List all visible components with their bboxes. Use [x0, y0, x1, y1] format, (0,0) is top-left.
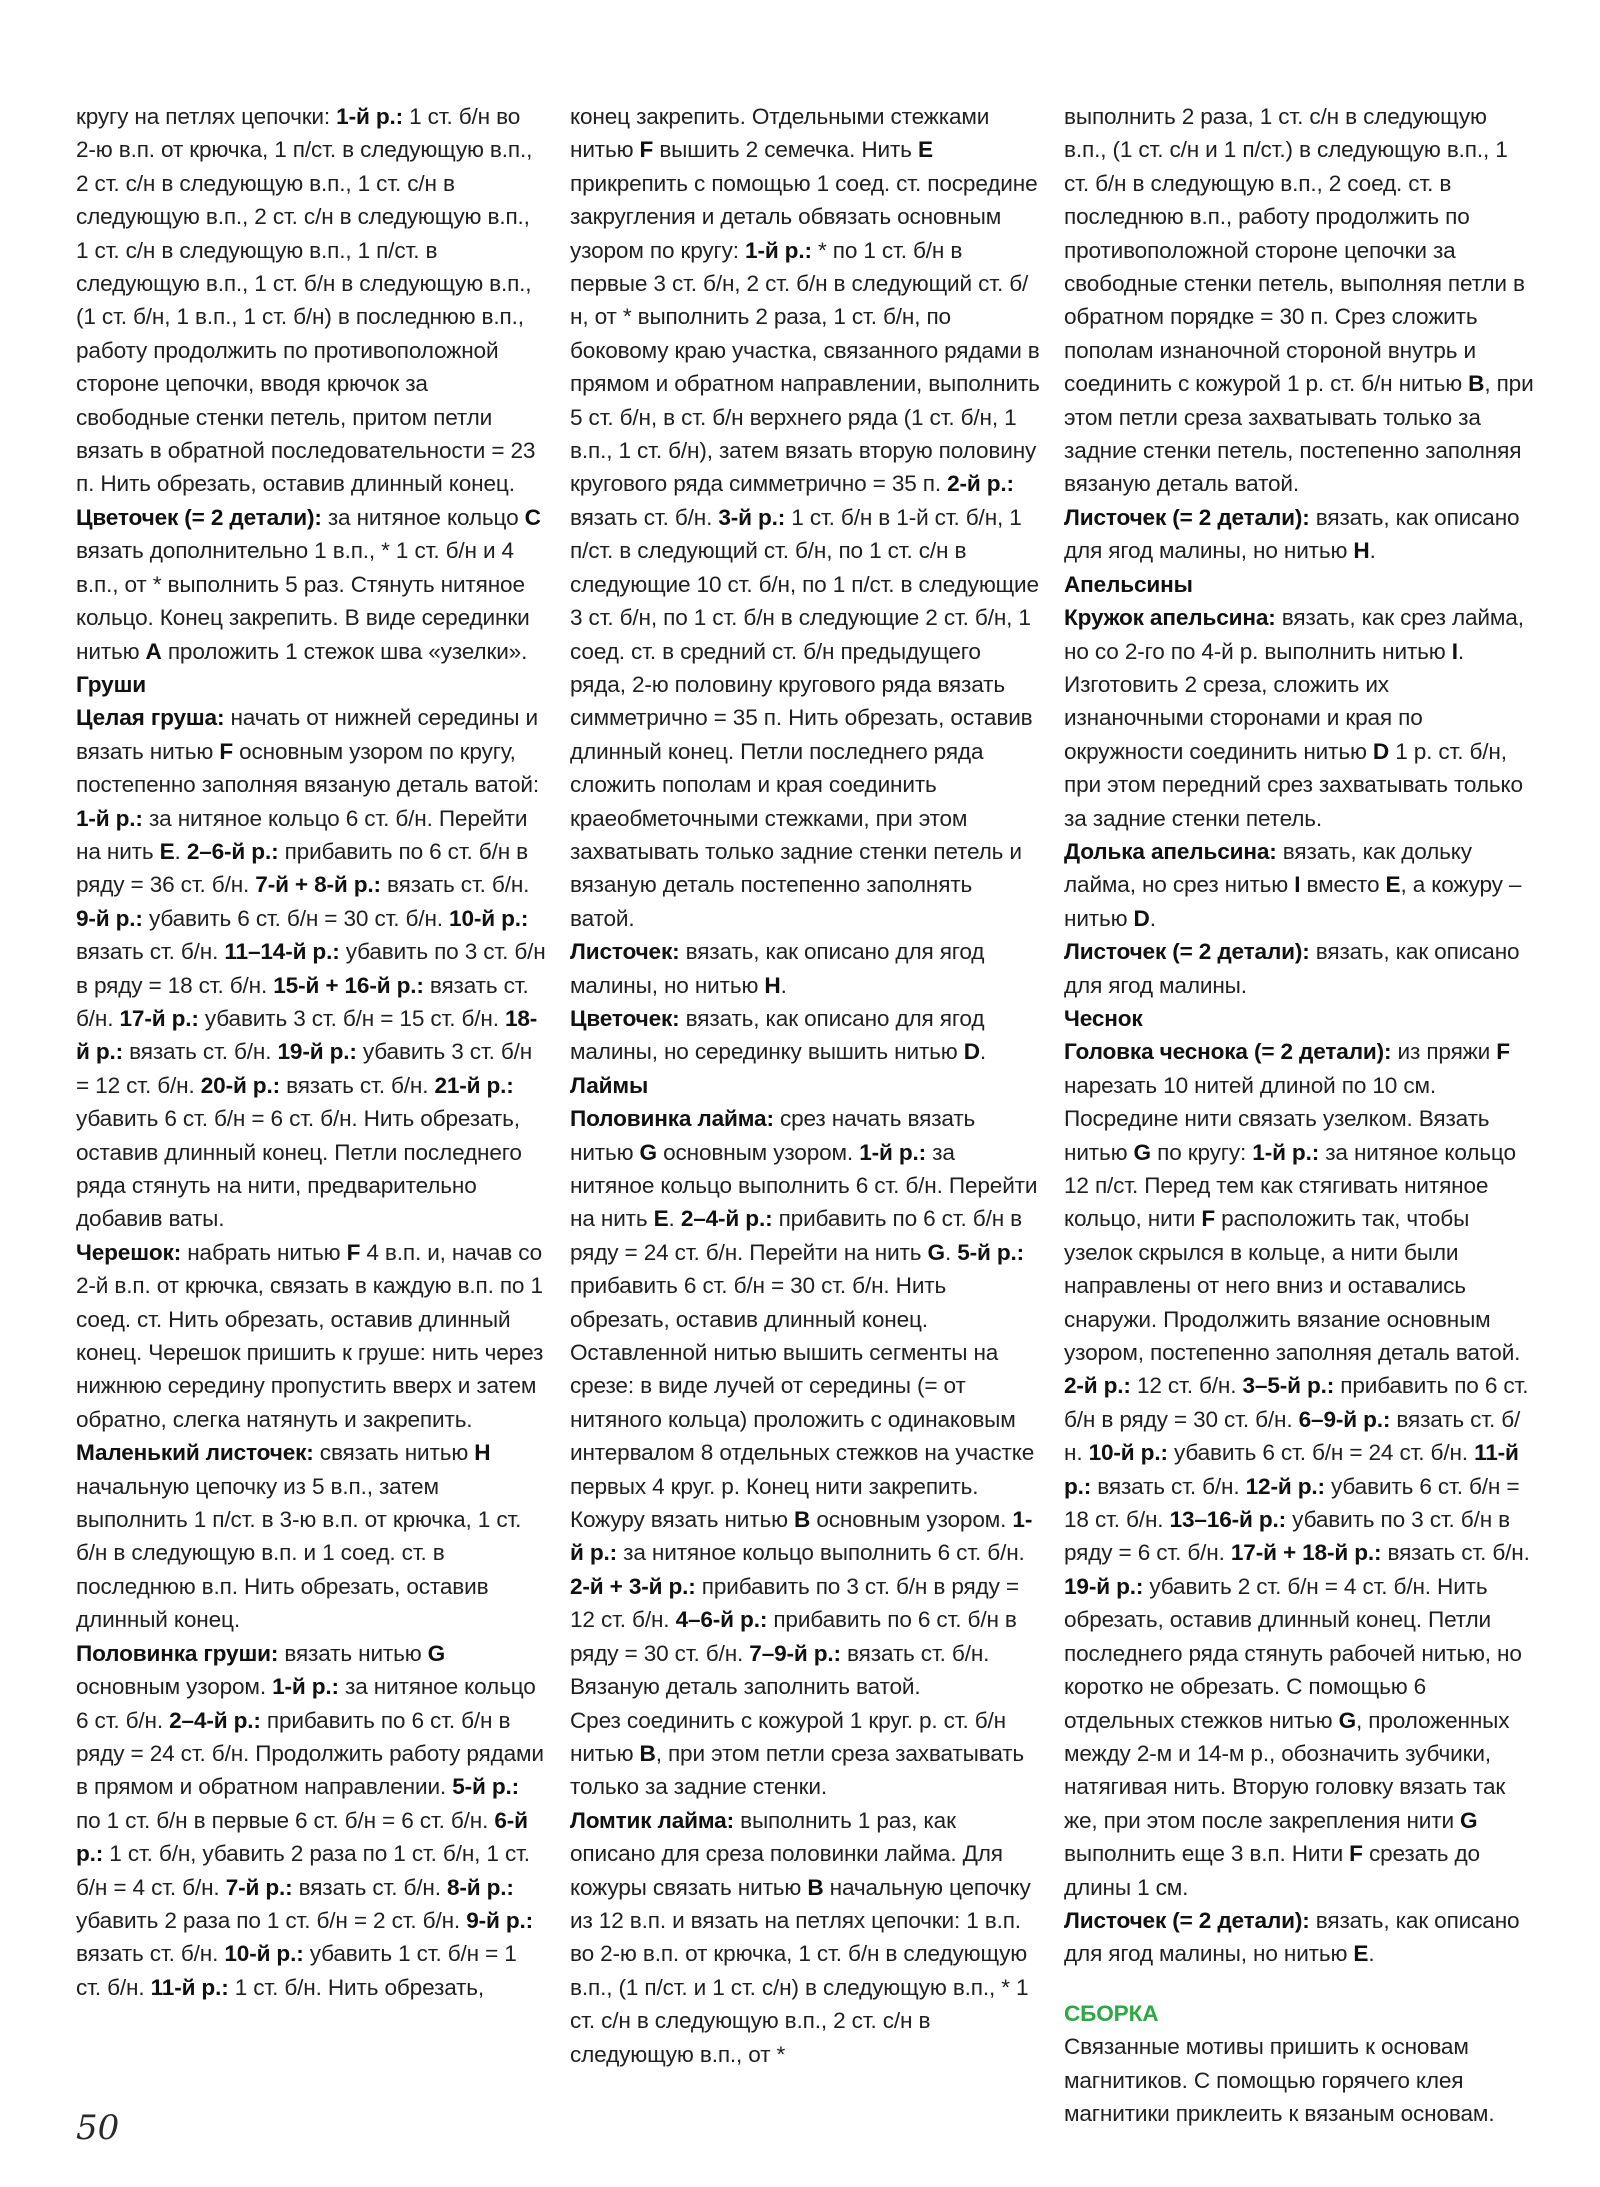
bold-term: F	[219, 738, 233, 764]
bold-term: F	[1201, 1206, 1216, 1232]
bold-term: E	[653, 1206, 669, 1232]
paragraph: Головка чеснока (= 2 детали): из пряжи F нарезать 10 нитей длиной по 10 см. Посредине нити связать узелком. Вязать нитью G по кругу: 1-й р.: за нитяное кольцо 12 п/ст. Перед тем как стягивать нитяное кольцо, нити F расположить так, чтобы узелок скрылся в кольце, а нити были направлены от него вниз и оставались снаружи. Продолжить вязание основным узором, постепенно заполняя деталь ватой. 2-й р.: 12 ст. б/н. 3–5-й р.: прибавить по 6 ст. б/н в ряду = 30 ст. б/н. 6–9-й р.: вязать ст. б/н. 10-й р.: убавить 6 ст. б/н = 24 ст. б/н. 11-й р.: вязать ст. б/н. 12-й р.: убавить 6 ст. б/н = 18 ст. б/н. 13–16-й р.: убавить по 3 ст. б/н в ряду = 6 ст. б/н. 17-й + 18-й р.: вязать ст. б/н. 19-й р.: убавить 2 ст. б/н = 4 ст. б/н. Нить обрезать, оставив длинный конец. Петли последнего ряда стянуть рабочей нитью, но коротко не обрезать. С помощью 6 отдельных стежков нитью G, проложенных между 2-м и 14-м р., обозначить зубчики, натягивая нить. Вторую головку вязать так же, при этом после закрепления нити G выполнить еще 3 в.п. Нити F срезать до длины 1 см.	[1064, 1039, 1530, 1900]
bold-term: Черешок:	[76, 1239, 182, 1265]
bold-term: Ломтик лайма:	[570, 1807, 734, 1833]
subheading	[1064, 568, 1534, 601]
subheading	[570, 1069, 1040, 1102]
paragraph: Половинка лайма: срез начать вязать нитью G основным узором. 1-й р.: за нитяное кольцо выполнить 6 ст. б/н. Перейти на нить E. 2–4-й р.: прибавить по 6 ст. б/н в ряду = 24 ст. б/н. Перейти на нить G. 5-й р.: прибавить 6 ст. б/н = 30 ст. б/н. Нить обрезать, оставив длинный конец. Оставленной нитью вышить сегменты на срезе: в виде лучей от середины (= от нитяного кольца) проложить с одинаковым интервалом 8 отдельных стежков на участке первых 4 круг. р. Конец нити закрепить.	[570, 1106, 1038, 1499]
bold-term: 11–14-й р.:	[224, 939, 340, 965]
bold-term: Головка чеснока (= 2 детали):	[1064, 1039, 1392, 1065]
paragraph: Половинка груши: вязать нитью G основным узором. 1-й р.: за нитяное кольцо 6 ст. б/н. 2–4-й р.: прибавить по 6 ст. б/н в ряду = 24 ст. б/н. Продолжить работу рядами в прямом и обратном направлении. 5-й р.: по 1 ст. б/н в первые 6 ст. б/н = 6 ст. б/н. 6-й р.: 1 ст. б/н, убавить 2 раза по 1 ст. б/н, 1 ст. б/н = 4 ст. б/н. 7-й р.: вязать ст. б/н. 8-й р.: убавить 2 раза по 1 ст. б/н = 2 ст. б/н. 9-й р.: вязать ст. б/н. 10-й р.: убавить 1 ст. б/н = 1 ст. б/н. 11-й р.: 1 ст. б/н. Нить обрезать,	[76, 1640, 544, 2000]
bold-term: G	[1133, 1139, 1151, 1165]
bold-term: G	[927, 1239, 945, 1265]
bold-term: 1-й р.:	[336, 104, 403, 129]
paragraph: Целая груша: начать от нижней середины и вязать нитью F основным узором по кругу, постепенно заполняя вязаную деталь ватой: 1-й р.: за нитяное кольцо 6 ст. б/н. Перейти на нить E. 2–6-й р.: прибавить по 6 ст. б/н в ряду = 36 ст. б/н. 7-й + 8-й р.: вязать ст. б/н. 9-й р.: убавить 6 ст. б/н = 30 ст. б/н. 10-й р.: вязать ст. б/н. 11–14-й р.: убавить по 3 ст. б/н в ряду = 18 ст. б/н. 15-й + 16-й р.: вязать ст. б/н. 17-й р.: убавить 3 ст. б/н = 15 ст. б/н. 18-й р.: вязать ст. б/н. 19-й р.: убавить 3 ст. б/н = 12 ст. б/н. 20-й р.: вязать ст. б/н. 21-й р.: убавить 6 ст. б/н = 6 ст. б/н. Нить обрезать, оставив длинный конец. Петли последнего ряда стянуть на нити, предварительно добавив ваты.	[76, 705, 546, 1232]
bold-term: H	[764, 972, 781, 998]
bold-term: Груши	[76, 671, 146, 697]
bold-term: 1-й р.:	[1252, 1139, 1320, 1165]
paragraph: Кожуру вязать нитью B основным узором. 1-й р.: за нитяное кольцо выполнить 6 ст. б/н. 2-й + 3-й р.: прибавить по 3 ст. б/н в ряду = 12 ст. б/н. 4–6-й р.: прибавить по 6 ст. б/н в ряду = 30 ст. б/н. 7–9-й р.: вязать ст. б/н. Вязаную деталь заполнить ватой.	[570, 1507, 1033, 1700]
paragraph: Цветочек: вязать, как описано для ягод малины, но серединку вышить нитью D.	[570, 1005, 987, 1065]
bold-term: B	[807, 1874, 824, 1900]
bold-term: I	[1294, 872, 1301, 898]
bold-term: F	[639, 137, 654, 163]
bold-term: 1-й р.:	[570, 1507, 1033, 1566]
bold-term: G	[639, 1139, 657, 1165]
subheading	[1064, 1002, 1534, 1035]
paragraph: Листочек (= 2 детали): вязать, как описано для ягод малины, но нитью H.	[1064, 504, 1520, 564]
page-number: 50	[76, 2108, 120, 2148]
bold-term: Листочек (= 2 детали):	[1064, 504, 1310, 530]
bold-term: Листочек (= 2 детали):	[1064, 1907, 1310, 1933]
bold-term: 10-й р.:	[1088, 1440, 1168, 1466]
bold-term: E	[1353, 1941, 1369, 1967]
bold-term: I	[1451, 638, 1458, 664]
paragraph: Связанные мотивы пришить к основам магнитиков. С помощью горячего клея магнитики приклеить к вязаным основам.	[1064, 2034, 1495, 2126]
paragraph: Кружок апельсина: вязать, как срез лайма, но со 2-го по 4-й р. выполнить нитью I. Изготовить 2 среза, сложить их изнаночными сторонами и края по окружности соединить нитью D 1 р. ст. б/н, при этом передний срез захватывать только за задние стенки петель.	[1064, 605, 1524, 831]
bold-term: Цветочек:	[570, 1005, 680, 1031]
bold-term: 21-й р.:	[434, 1072, 514, 1098]
text-column-1	[76, 100, 546, 2004]
bold-term: 20-й р.:	[200, 1072, 280, 1098]
bold-term: 15-й + 16-й р.:	[273, 972, 424, 998]
bold-term: 11-й р.:	[150, 1974, 229, 2000]
bold-term: 8-й р.:	[446, 1874, 514, 1900]
bold-term: 19-й р.:	[277, 1039, 357, 1065]
bold-term: C	[524, 504, 541, 530]
bold-term: 10-й р.:	[449, 905, 529, 931]
bold-term: Половинка груши:	[76, 1640, 279, 1666]
paragraph: Черешок: набрать нитью F 4 в.п. и, начав со 2-й в.п. от крючка, связать в каждую в.п. по 1 соед. ст. Нить обрезать, оставив длинный конец. Черешок пришить к груше: нить через нижнюю середину пропустить вверх и затем обратно, слегка натянуть и закрепить.	[76, 1239, 544, 1432]
paragraph: Листочек (= 2 детали): вязать, как описано для ягод малины, но нитью E.	[1064, 1907, 1520, 1967]
bold-term: E	[1385, 872, 1401, 898]
paragraph: Долька апельсина: вязать, как дольку лайма, но срез нитью I вместо E, а кожуру – нитью D.	[1064, 838, 1522, 931]
bold-term: 1-й р.:	[272, 1674, 339, 1700]
bold-term: 18-й р.:	[76, 1005, 538, 1065]
bold-term: H	[1353, 538, 1370, 564]
bold-term: 1-й р.:	[76, 805, 143, 831]
bold-term: 11-й р.:	[1064, 1440, 1519, 1499]
bold-term: 2–4-й р.:	[169, 1707, 261, 1733]
bold-term: B	[639, 1740, 656, 1766]
bold-term: B	[794, 1507, 811, 1533]
bold-term: F	[1349, 1841, 1363, 1867]
bold-term: 17-й + 18-й р.:	[1230, 1540, 1382, 1566]
bold-term: G	[427, 1640, 446, 1666]
bold-term: 3-й р.:	[718, 504, 786, 530]
paragraph: кругу на петлях цепочки: 1-й р.: 1 ст. б/н во 2-ю в.п. от крючка, 1 п/ст. в следующую в.п., 2 ст. с/н в следующую в.п., 1 ст. с/н в следующую в.п., 2 ст. с/н в следующую в.п., 1 ст. с/н в следующую в.п., 1 п/ст. в следующую в.п., 1 ст. б/н в следующую в.п., (1 ст. б/н, 1 в.п., 1 ст. б/н) в последнюю в.п., работу продолжить по противоположной стороне цепочки, вводя крючок за свободные стенки петель, притом петли вязать в обратной последовательности = 23 п. Нить обрезать, оставив длинный конец.	[76, 104, 536, 497]
paragraph: Срез соединить с кожурой 1 круг. р. ст. б/н нитью B, при этом петли среза захватывать только за задние стенки.	[570, 1707, 1025, 1800]
bold-term: 7-й р.:	[225, 1874, 293, 1900]
bold-term: E	[159, 838, 175, 864]
paragraph: Листочек (= 2 детали): вязать, как описано для ягод малины.	[1064, 939, 1520, 998]
paragraph: Ломтик лайма: выполнить 1 раз, как описано для среза половинки лайма. Для кожуры связать нитью B начальную цепочку из 12 в.п. и вязать на петлях цепочки: 1 в.п. во 2-ю в.п. от крючка, 1 ст. б/н в следующую в.п., (1 п/ст. и 1 ст. с/н) в следующую в.п., * 1 ст. с/н в следующую в.п., 2 ст. с/н в следующую в.п., от *	[570, 1807, 1031, 2067]
bold-term: 7-й + 8-й р.:	[255, 872, 381, 898]
paragraph: выполнить 2 раза, 1 ст. с/н в следующую в.п., (1 ст. с/н и 1 п/ст.) в следующую в.п., 1 ст. б/н в следующую в.п., 2 соед. ст. в последнюю в.п., работу продолжить по противоположной стороне цепочки за свободные стенки петель, выполняя петли в обратном порядке = 30 п. Срез сложить пополам изнаночной стороной внутрь и соединить с кожурой 1 р. ст. б/н нитью B, при этом петли среза захватывать только за задние стенки петель, постепенно заполняя вязаную деталь ватой.	[1064, 104, 1534, 497]
bold-term: A	[145, 638, 162, 664]
bold-term: Листочек:	[570, 939, 680, 965]
bold-term: 5-й р.:	[452, 1774, 519, 1800]
bold-term: Цветочек (= 2 детали):	[76, 504, 322, 530]
paragraph: конец закрепить. Отдельными стежками нитью F вышить 2 семечка. Нить E прикрепить с помощью 1 соед. ст. посредине закругления и деталь обвязать основным узором по кругу: 1-й р.: * по 1 ст. б/н в первые 3 ст. б/н, 2 ст. б/н в следующий ст. б/н, от * выполнить 2 раза, 1 ст. б/н, по боковому краю участка, связанного рядами в прямом и обратном направлении, выполнить 5 ст. б/н, в ст. б/н верхнего ряда (1 ст. б/н, 1 в.п., 1 ст. б/н), затем вязать вторую половину кругового ряда симметрично = 35 п. 2-й р.: вязать ст. б/н. 3-й р.: 1 ст. б/н в 1-й ст. б/н, 1 п/ст. в следующий ст. б/н, по 1 ст. с/н в следующие 10 ст. б/н, по 1 п/ст. в следующие 3 ст. б/н, по 1 ст. б/н в следующие 2 ст. б/н, 1 соед. ст. в средний ст. б/н предыдущего ряда, 2-ю половину кругового ряда вязать симметрично = 35 п. Нить обрезать, оставив длинный конец. Петли последнего ряда сложить пополам и края соединить краеобметочными стежками, при этом захватывать только задние стенки петель и вязаную деталь постепенно заполнять ватой.	[570, 104, 1040, 931]
bold-term: F	[346, 1239, 361, 1265]
section-heading: СБОРКА	[1064, 2000, 1159, 2026]
bold-term: 7–9-й р.:	[749, 1640, 841, 1666]
bold-term: 12-й р.:	[1245, 1473, 1325, 1499]
bold-term: 2-й р.:	[947, 471, 1014, 497]
bold-term: 1-й р.:	[745, 237, 812, 263]
subheading	[76, 668, 546, 701]
bold-term: 19-й р.:	[1064, 1573, 1144, 1599]
bold-term: Половинка лайма:	[570, 1106, 774, 1132]
bold-term: 2–4-й р.:	[680, 1206, 773, 1232]
bold-term: 13–16-й р.:	[1169, 1507, 1287, 1533]
bold-term: 6-й р.:	[76, 1807, 528, 1867]
bold-term: 9-й р.:	[466, 1907, 533, 1933]
bold-term: 9-й р.:	[76, 905, 143, 931]
bold-term: Целая груша:	[76, 705, 225, 731]
bold-term: Листочек (= 2 детали):	[1064, 939, 1310, 965]
bold-term: 4–6-й р.:	[675, 1607, 768, 1633]
bold-term: Апельсины	[1064, 571, 1193, 597]
bold-term: 5-й р.:	[957, 1239, 1025, 1265]
bold-term: D	[1372, 738, 1390, 764]
bold-term: F	[1496, 1039, 1510, 1065]
bold-term: G	[1460, 1807, 1478, 1833]
bold-term: D	[1133, 905, 1150, 931]
bold-term: E	[917, 137, 933, 163]
bold-term: Долька апельсина:	[1064, 838, 1277, 864]
bold-term: 1-й р.:	[859, 1139, 926, 1165]
bold-term: Чеснок	[1064, 1005, 1143, 1031]
bold-term: 2-й р.:	[1064, 1373, 1131, 1399]
bold-term: 10-й р.:	[224, 1941, 304, 1967]
bold-term: 2–6-й р.:	[186, 838, 279, 864]
bold-term: 2-й + 3-й р.:	[570, 1573, 696, 1599]
bold-term: H	[474, 1440, 491, 1466]
bold-term: Кружок апельсина:	[1064, 605, 1276, 631]
paragraph: Цветочек (= 2 детали): за нитяное кольцо C вязать дополнительно 1 в.п., * 1 ст. б/н и 4 в.п., от * выполнить 5 раз. Стянуть нитяное кольцо. Конец закрепить. В виде серединки нитью A проложить 1 стежок шва «узелки».	[76, 504, 541, 664]
bold-term: 17-й р.:	[119, 1005, 199, 1031]
bold-term: 3–5-й р.:	[1242, 1373, 1335, 1399]
bold-term: Маленький листочек:	[76, 1440, 314, 1466]
bold-term: G	[1338, 1707, 1356, 1733]
bold-term: Лаймы	[570, 1072, 649, 1098]
bold-term: 6–9-й р.:	[1298, 1406, 1391, 1432]
text-column-2	[570, 100, 1040, 2071]
paragraph: Листочек: вязать, как описано для ягод малины, но нитью H.	[570, 939, 985, 998]
bold-term: B	[1468, 371, 1485, 397]
text-column-3	[1064, 100, 1534, 2130]
bold-term: D	[963, 1039, 980, 1065]
paragraph: Маленький листочек: связать нитью H начальную цепочку из 5 в.п., затем выполнить 1 п/ст. в 3-ю в.п. от крючка, 1 ст. б/н в следующую в.п. и 1 соед. ст. в последнюю в.п. Нить обрезать, оставив длинный конец.	[76, 1440, 522, 1633]
